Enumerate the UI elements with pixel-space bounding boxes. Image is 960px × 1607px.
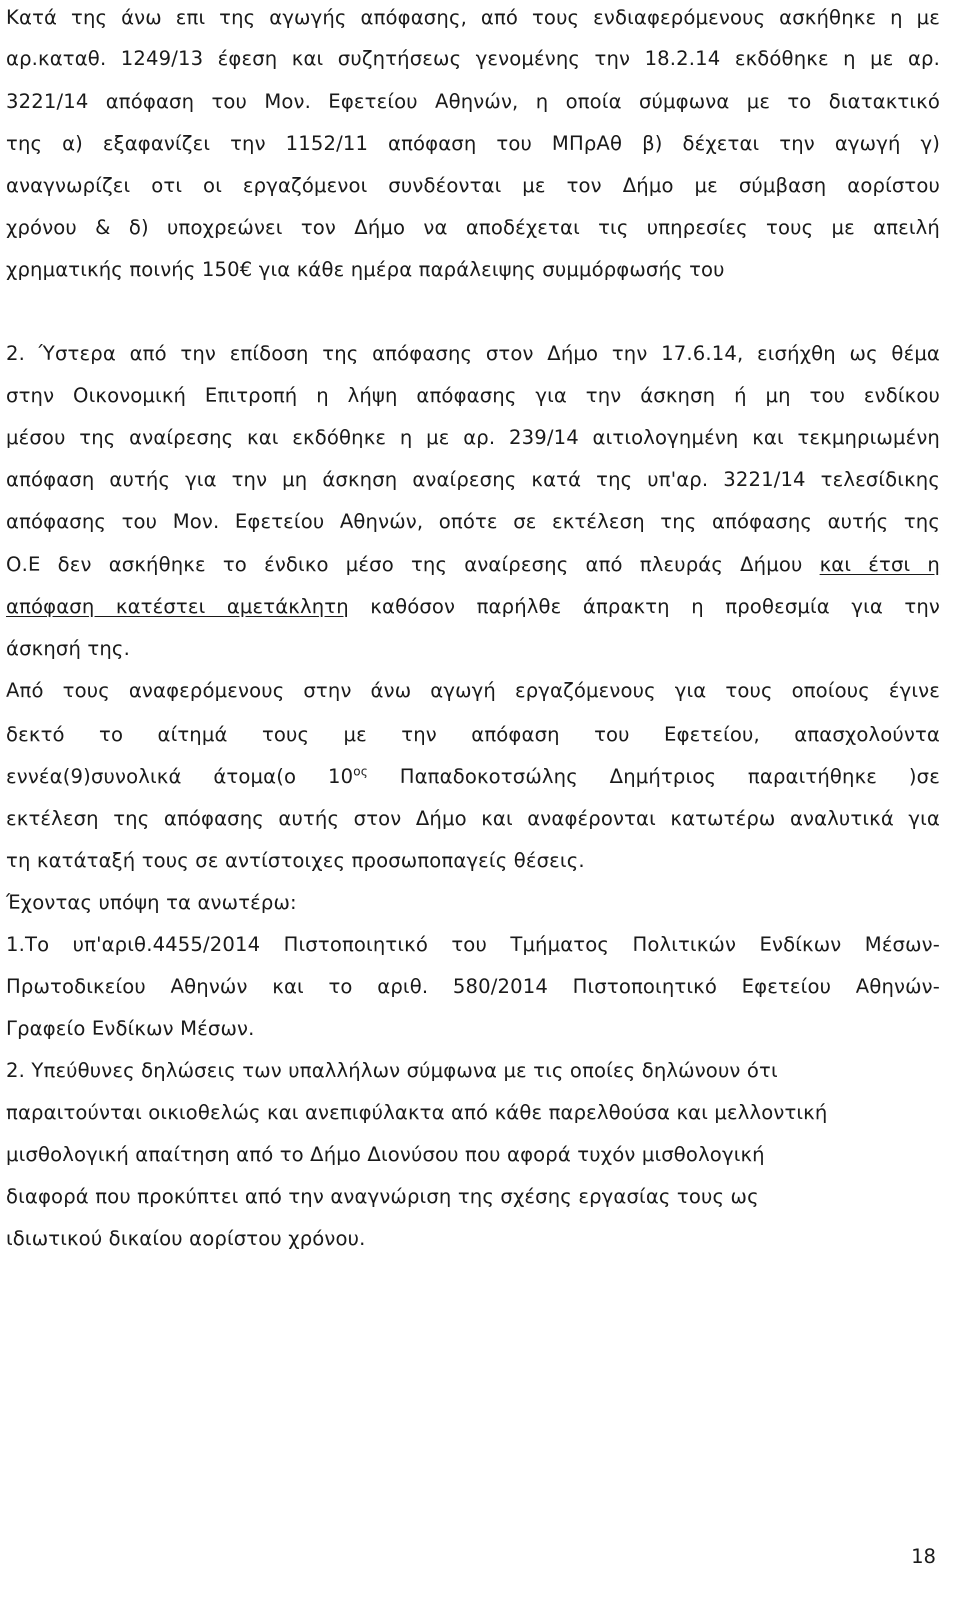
page-number: 18: [911, 1545, 936, 1568]
text-line: μισθολογική απαίτηση από το Δήμο Διονύσου που αφορά τυχόν μισθολογική: [6, 1143, 765, 1166]
underlined-text: απόφαση κατέστει αμετάκλητη: [6, 595, 349, 618]
underlined-text: και έτσι η: [819, 553, 941, 576]
text-line: άσκησή της.: [6, 637, 130, 660]
text-line: στην Οικονομική Επιτροπή η λήψη απόφασης για την άσκηση ή μη του ενδίκου: [6, 384, 940, 407]
text-line: 3221/14 απόφαση του Μον. Εφετείου Αθηνών, η οποία σύμφωνα με το διατακτικό: [6, 90, 940, 113]
text-line: 1.Το υπ'αριθ.4455/2014 Πιστοποιητικό του Τμήματος Πολιτικών Ενδίκων Μέσων-: [6, 933, 940, 956]
text-line: Πρωτοδικείου Αθηνών και το αριθ. 580/2014 Πιστοποιητικό Εφετείου Αθηνών-: [6, 975, 940, 998]
text-line: [6, 764, 940, 790]
text-line: απόφασης του Μον. Εφετείου Αθηνών, οπότε σε εκτέλεση της απόφασης αυτής της: [6, 510, 940, 533]
text-line: αρ.καταθ. 1249/13 έφεση και συζητήσεως γενομένης την 18.2.14 εκδόθηκε η με αρ.: [6, 47, 940, 70]
text-line: χρηματικής ποινής 150€ για κάθε ημέρα παράλειψης συμμόρφωσής του: [6, 258, 725, 281]
text-line: αναγνωρίζει οτι οι εργαζόμενοι συνδέονται με τον Δήμο με σύμβαση αορίστου: [6, 174, 940, 197]
text-line: Γραφείο Ενδίκων Μέσων.: [6, 1017, 255, 1040]
text-line: Από τους αναφερόμενους στην άνω αγωγή εργαζόμενους για τους οποίους έγινε: [6, 679, 940, 702]
text-segment: εννέα(9)συνολικά άτομα(ο 10: [6, 765, 354, 788]
text-line: εκτέλεση της απόφασης αυτής στον Δήμο και αναφέρονται κατωτέρω αναλυτικά για: [6, 807, 940, 830]
text-line: απόφαση αυτής για την μη άσκηση αναίρεσης κατά της υπ'αρ. 3221/14 τελεσίδικης: [6, 468, 940, 491]
text-line: 2. Υπεύθυνες δηλώσεις των υπαλλήλων σύμφωνα με τις οποίες δηλώνουν ότι: [6, 1059, 778, 1082]
text-line: δεκτό το αίτημά τους με την απόφαση του Εφετείου, απασχολούντα: [6, 723, 940, 746]
text-segment: καθόσον παρήλθε άπρακτη η προθεσμία για την: [348, 595, 940, 618]
superscript: ος: [353, 764, 368, 779]
text-line: μέσου της αναίρεσης και εκδόθηκε η με αρ. 239/14 αιτιολογημένη και τεκμηριωμένη: [6, 426, 940, 449]
text-line: διαφορά που προκύπτει από την αναγνώριση της σχέσης εργασίας τους ως: [6, 1185, 759, 1208]
text-line: χρόνου & δ) υποχρεώνει τον Δήμο να αποδέχεται τις υπηρεσίες τους με απειλή: [6, 216, 940, 239]
text-line: της α) εξαφανίζει την 1152/11 απόφαση του ΜΠρΑθ β) δέχεται την αγωγή γ): [6, 132, 940, 155]
text-line: [6, 594, 940, 620]
text-segment: Παπαδοκοτσώλης Δημήτριος παραιτήθηκε )σε: [367, 765, 940, 788]
text-line: ιδιωτικού δικαίου αορίστου χρόνου.: [6, 1227, 366, 1250]
text-line: παραιτούνται οικιοθελώς και ανεπιφύλακτα από κάθε παρελθούσα και μελλοντική: [6, 1101, 828, 1124]
text-line: Έχοντας υπόψη τα ανωτέρω:: [6, 891, 297, 914]
text-segment: Ο.Ε δεν ασκήθηκε το ένδικο μέσο της αναίρεσης από πλευράς Δήμου: [6, 553, 820, 576]
text-line: [6, 552, 940, 578]
text-line: τη κατάταξή τους σε αντίστοιχες προσωποπαγείς θέσεις.: [6, 849, 585, 872]
text-line: Κατά της άνω επι της αγωγής απόφασης, από τους ενδιαφερόμενους ασκήθηκε η με: [6, 6, 940, 29]
text-line: 2. Ύστερα από την επίδοση της απόφασης στον Δήμο την 17.6.14, εισήχθη ως θέμα: [6, 342, 940, 365]
